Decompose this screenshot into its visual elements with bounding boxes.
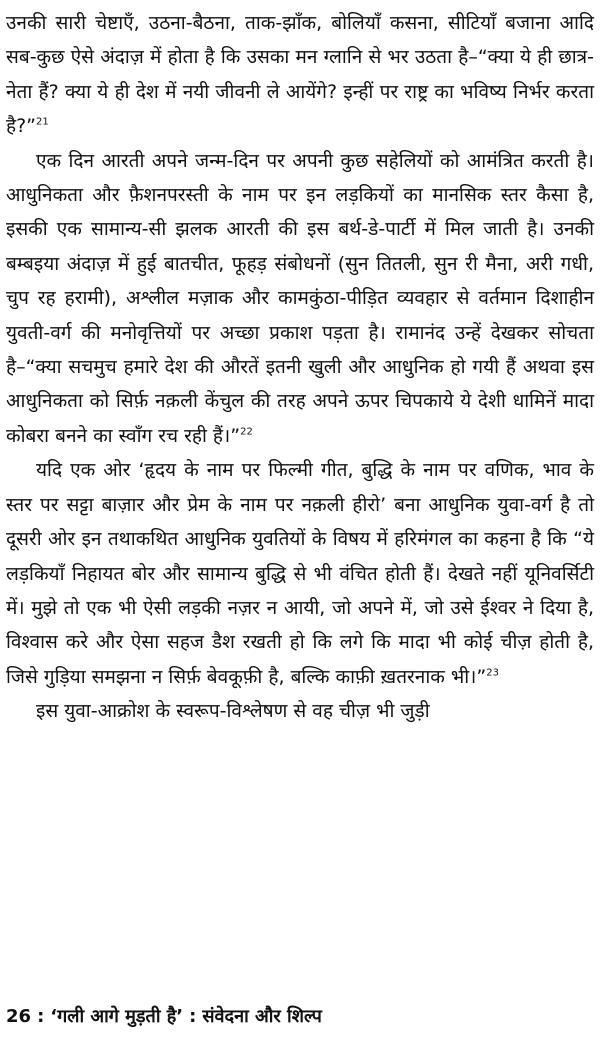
book-subtitle: संवेदना और शिल्प <box>202 1006 322 1027</box>
body-text <box>6 6 594 729</box>
footnote-marker: 21 <box>36 116 49 128</box>
paragraph-text: यदि एक ओर ‘हृदय के नाम पर फिल्मी गीत, बुद्धि के नाम पर वणिक, भाव के स्तर पर सट्टा बाज़ार और प्रेम के नाम पर नक़ली हीरो’ बना आधुनिक युवा-वर्ग है तो दूसरी ओर इन तथाकथित आधुनिक युवतियों के विषय में हरिमंगल का कहना है कि “ये लड़कियाँ निहायत बोर और सामान्य बुद्धि से भी वंचित होती हैं। देखते नहीं यूनिवर्सिटी में। मुझे तो एक भी ऐसी लड़की नज़र न आयी, जो अपने में, जो उसे ईश्वर ने दिया है, विश्वास करे और ऐसा सहज डैश रखती हो कि लगे कि मादा भी कोई चीज़ होती है, जिसे गुड़िया समझना न सिर्फ़ बेवकूफ़ी है, बल्कि काफ़ी ख़तरनाक भी।” <box>6 459 594 688</box>
page-footer <box>6 1004 322 1028</box>
footer-separator: : <box>37 1006 45 1027</box>
paragraph-text: इस युवा-आक्रोश के स्वरूप-विश्लेषण से वह चीज़ भी जुड़ी <box>36 700 430 723</box>
page-number: 26 <box>6 1006 32 1027</box>
book-title: ‘गली आगे मुड़ती है’ <box>50 1006 184 1027</box>
paragraph-text: एक दिन आरती अपने जन्म-दिन पर अपनी कुछ सहेलियों को आमंत्रित करती है। आधुनिकता और फ़ैशनपरस्ती के नाम पर इन लड़कियों का मानसिक स्तर कैसा है, इसकी एक सामान्य-सी झलक आरती की इस बर्थ-डे-पार्टी में मिल जाती है। उनकी बम्बइया अंदाज़ में हुई बातचीत, फूहड़ संबोधनों (सुन तितली, सुन री मैना, अरी गधी, चुप रह हरामी), अश्लील मज़ाक और कामकुंठा-पीड़ित व्यवहार से वर्तमान दिशाहीन युवती-वर्ग की मनोवृत्तियों पर अच्छा प्रकाश पड़ता है। रामानंद उन्हें देखकर सोचता है–“क्या सचमुच हमारे देश की औरतें इतनी खुली और आधुनिक हो गयी हैं अथवा इस आधुनिकता को सिर्फ़ नक़ली केंचुल की तरह अपने ऊपर चिपकाये ये देशी धामिनें मादा कोबरा बनने का स्वाँग रच रही हैं।” <box>6 149 594 447</box>
paragraph-4 <box>6 694 594 728</box>
footer-separator: : <box>189 1006 197 1027</box>
paragraph-1 <box>6 6 594 144</box>
paragraph-text: उनकी सारी चेष्टाएँ, उठना-बैठना, ताक-झाँक, बोलियाँ कसना, सीटियाँ बजाना आदि सब-कुछ ऐसे अंदाज़ में होता है कि उसका मन ग्लानि से भर उठता है–“क्या ये ही छात्र-नेता हैं? क्या ये ही देश में नयी जीवनी ले आयेंगे? इन्हीं पर राष्ट्र का भविष्य निर्भर करता है?” <box>6 12 594 138</box>
footnote-marker: 22 <box>240 426 253 438</box>
paragraph-3 <box>6 453 594 694</box>
paragraph-2 <box>6 144 594 454</box>
footnote-marker: 23 <box>486 667 499 679</box>
